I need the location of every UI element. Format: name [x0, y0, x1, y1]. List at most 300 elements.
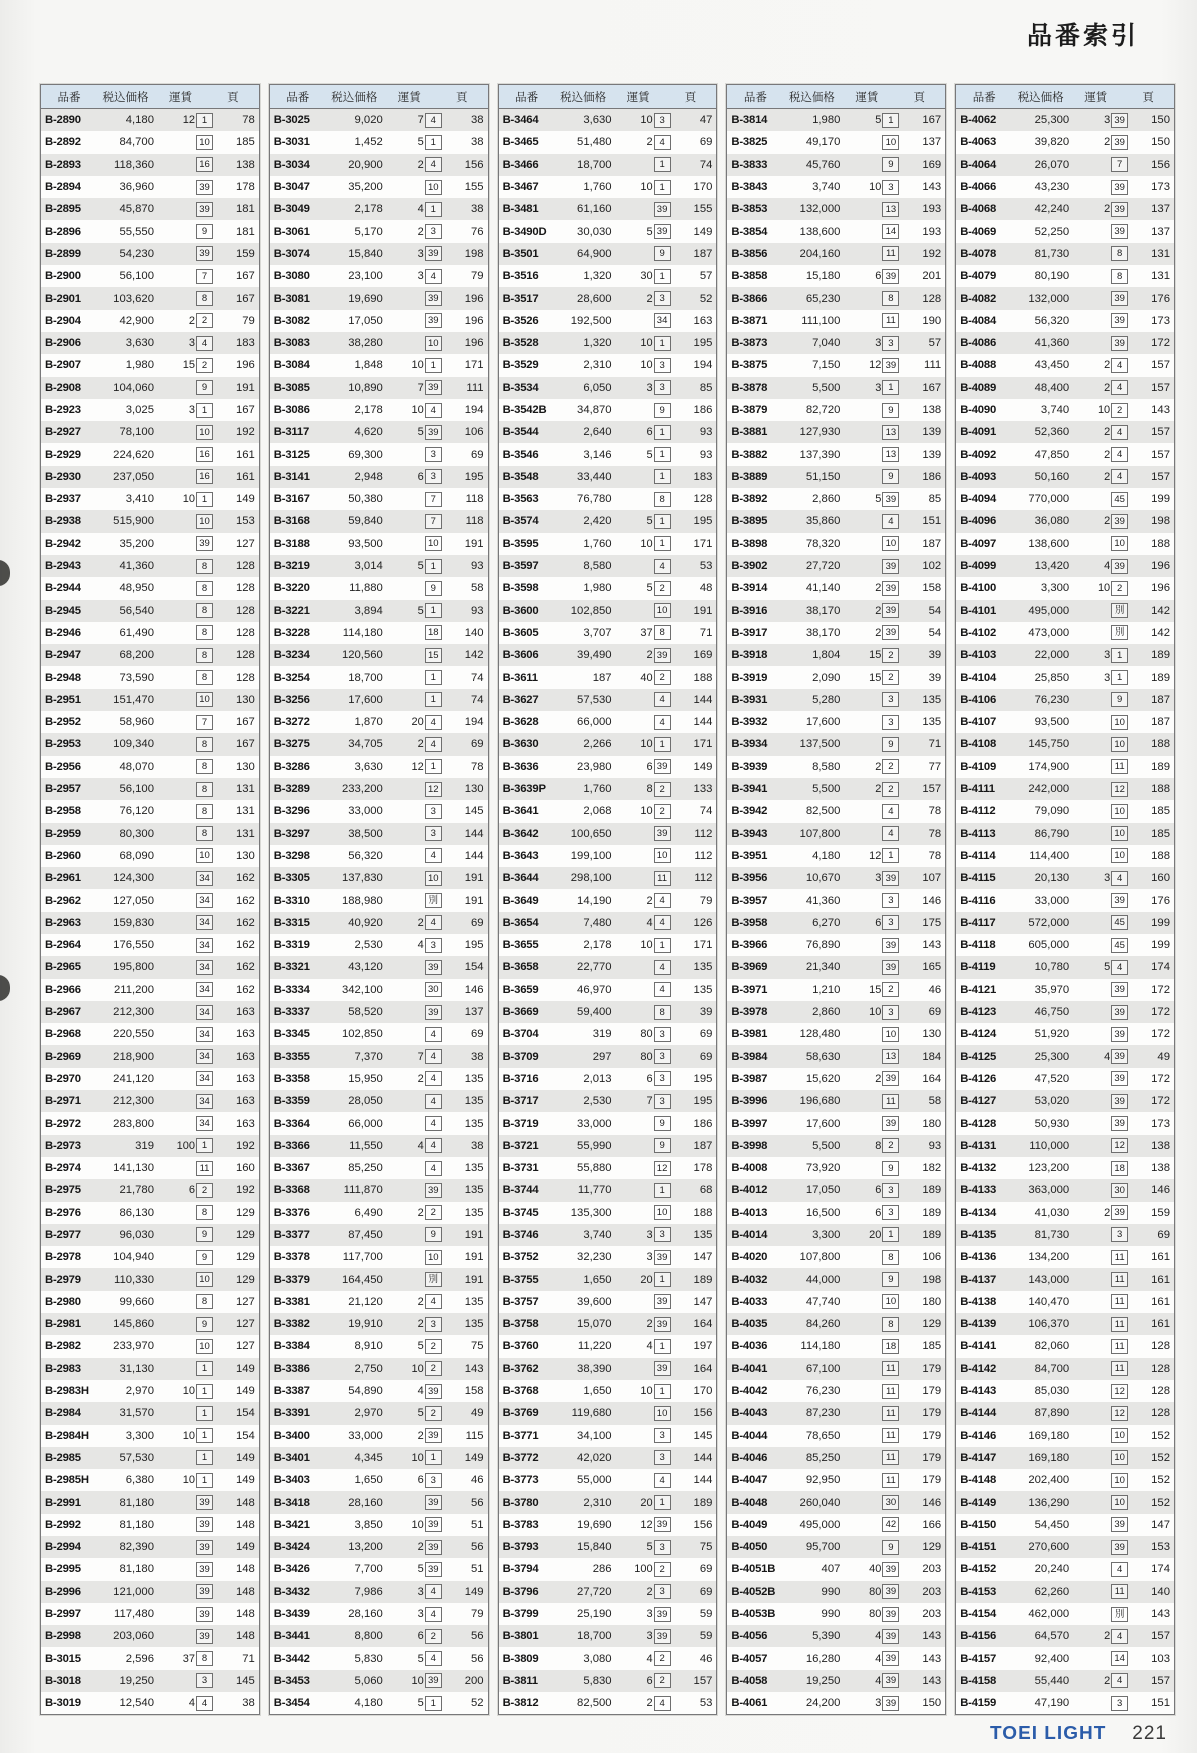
freight-cell [156, 157, 213, 172]
freight-class-box: 3 [654, 1049, 671, 1064]
freight-cell [156, 670, 213, 685]
freight-cell [614, 1183, 671, 1198]
table-row [41, 778, 259, 800]
freight-class-box: 11 [882, 1450, 899, 1465]
price-cell: 43,120 [348, 961, 383, 974]
item-number-cell: B-4146 [960, 1429, 997, 1442]
index-table-3 [498, 84, 718, 1715]
table-row [956, 867, 1174, 889]
freight-class-box: 11 [882, 1473, 899, 1488]
item-number-cell: B-4089 [960, 381, 997, 394]
freight-cell [1071, 1584, 1128, 1599]
freight-quantity: 3 [1104, 649, 1111, 662]
item-number-cell: B-2895 [45, 203, 81, 216]
freight-cell [1071, 180, 1128, 195]
freight-cell [842, 492, 899, 507]
item-number-cell: B-2996 [45, 1585, 81, 1598]
item-number-cell: B-3387 [273, 1385, 310, 1398]
freight-class-box: 3 [425, 1473, 442, 1488]
freight-class-box: 8 [196, 804, 213, 819]
freight-cell [1071, 625, 1128, 640]
price-cell: 605,000 [1028, 939, 1070, 952]
table-row [41, 1068, 259, 1090]
item-number-cell: B-3598 [502, 582, 539, 595]
price-cell: 233,200 [341, 783, 383, 796]
freight-cell [156, 1450, 213, 1465]
item-number-cell: B-3605 [502, 626, 539, 639]
freight-class-box: 9 [882, 403, 899, 418]
freight-class-box: 10 [425, 180, 442, 195]
price-cell: 52,360 [1034, 426, 1070, 439]
freight-quantity: 4 [1104, 1050, 1111, 1063]
page-ref-cell: 149 [235, 1362, 255, 1375]
item-number-cell: B-3305 [273, 872, 310, 885]
page-ref-cell: 188 [1151, 537, 1170, 550]
table-row [956, 1402, 1174, 1424]
page-ref-cell: 51 [471, 1518, 484, 1531]
item-number-cell: B-3943 [731, 827, 768, 840]
item-number-cell: B-3018 [45, 1674, 81, 1687]
freight-class-box: 1 [654, 447, 671, 462]
freight-cell [842, 625, 899, 640]
item-number-cell: B-3958 [731, 916, 768, 929]
freight-class-box: 39 [882, 1629, 899, 1644]
table-row [727, 666, 945, 688]
page-ref-cell: 128 [235, 582, 255, 595]
freight-class-box: 3 [654, 1227, 671, 1242]
freight-class-box: 2 [196, 358, 213, 373]
table-row [727, 711, 945, 733]
index-table-4 [726, 84, 946, 1715]
page-ref-cell: 149 [235, 1474, 255, 1487]
page-ref-cell: 135 [464, 1095, 484, 1108]
freight-class-box: 2 [882, 982, 899, 997]
freight-quantity: 2 [646, 649, 653, 662]
price-cell: 25,190 [577, 1608, 612, 1621]
item-number-cell: B-4147 [960, 1451, 997, 1464]
table-row [727, 354, 945, 376]
price-cell: 86,130 [119, 1206, 154, 1219]
item-number-cell: B-4152 [960, 1563, 997, 1576]
page-ref-cell: 142 [1151, 626, 1170, 639]
item-number-cell: B-4134 [960, 1206, 997, 1219]
freight-cell [614, 1696, 671, 1711]
item-number-cell: B-4090 [960, 404, 997, 416]
freight-quantity: 5 [417, 1652, 424, 1665]
table-row [727, 1402, 945, 1424]
freight-cell [385, 826, 442, 841]
item-number-cell: B-3386 [273, 1362, 310, 1375]
freight-class-box: 1 [654, 336, 671, 351]
table-row [41, 1224, 259, 1246]
table-row [727, 778, 945, 800]
freight-cell [385, 1584, 442, 1599]
table-row [499, 1023, 717, 1045]
table-row [727, 1625, 945, 1647]
header-page: 頁 [455, 91, 468, 104]
header-item-no: 品番 [57, 91, 81, 104]
page-ref-cell: 160 [1151, 872, 1170, 885]
page-ref-cell: 157 [1151, 448, 1170, 461]
table-row [956, 1157, 1174, 1179]
freight-cell [1071, 336, 1128, 351]
freight-cell [842, 782, 899, 797]
freight-quantity: 10 [411, 359, 424, 372]
page-ref-cell: 179 [922, 1474, 942, 1487]
price-cell: 67,100 [805, 1362, 841, 1375]
item-number-cell: B-3049 [273, 203, 310, 216]
freight-class-box: 3 [882, 893, 899, 908]
table-row [499, 1402, 717, 1424]
price-cell: 18,700 [577, 1630, 612, 1643]
table-row [41, 1425, 259, 1447]
page-ref-cell: 144 [693, 693, 713, 706]
price-cell: 85,250 [805, 1451, 841, 1464]
freight-cell [385, 1562, 442, 1577]
item-number-cell: B-3814 [731, 114, 768, 127]
price-cell: 3,410 [125, 493, 154, 506]
freight-cell [385, 960, 442, 975]
item-number-cell: B-3902 [731, 560, 768, 573]
page-ref-cell: 143 [922, 939, 942, 952]
price-cell: 55,000 [577, 1474, 612, 1487]
page-ref-cell: 167 [235, 738, 255, 751]
freight-quantity: 10 [640, 805, 653, 818]
item-number-cell: B-3997 [731, 1117, 768, 1130]
freight-class-box: 4 [1111, 425, 1128, 440]
price-cell: 19,910 [348, 1318, 383, 1331]
freight-class-box: 2 [882, 759, 899, 774]
price-cell: 233,970 [113, 1340, 154, 1353]
page-ref-cell: 54 [928, 604, 942, 617]
item-number-cell: B-3595 [502, 537, 539, 550]
table-row [727, 131, 945, 153]
table-row [956, 1514, 1174, 1536]
freight-cell [842, 692, 899, 707]
item-number-cell: B-3254 [273, 671, 310, 684]
page-ref-cell: 46 [699, 1652, 713, 1665]
price-cell: 17,600 [805, 716, 841, 729]
freight-class-box: 10 [425, 336, 442, 351]
table-row [727, 800, 945, 822]
page-ref-cell: 180 [922, 1117, 942, 1130]
page-ref-cell: 118 [465, 493, 484, 506]
freight-class-box: 39 [654, 759, 671, 774]
price-cell: 2,860 [812, 1006, 841, 1019]
freight-cell [1071, 313, 1128, 328]
item-number-cell: B-2983H [45, 1385, 89, 1398]
freight-cell [614, 425, 671, 440]
page-ref-cell: 144 [693, 1474, 713, 1487]
item-number-cell: B-3641 [502, 805, 539, 818]
freight-quantity: 12 [411, 760, 424, 773]
freight-class-box: 1 [882, 113, 899, 128]
freight-class-box: 1 [654, 269, 671, 284]
price-cell: 4,180 [125, 114, 154, 127]
freight-class-box: 39 [425, 1005, 442, 1020]
item-number-cell: B-3984 [731, 1050, 768, 1063]
freight-cell [1071, 403, 1128, 418]
price-cell: 48,950 [119, 582, 154, 595]
freight-cell [842, 157, 899, 172]
price-cell: 3,300 [125, 1429, 154, 1442]
freight-class-box: 1 [425, 559, 442, 574]
freight-class-box: 34 [196, 938, 213, 953]
freight-quantity: 2 [417, 1295, 424, 1308]
freight-cell [842, 380, 899, 395]
freight-class-box: 1 [654, 536, 671, 551]
item-number-cell: B-3731 [502, 1162, 539, 1175]
table-row [499, 1558, 717, 1580]
page-ref-cell: 138 [1151, 1162, 1170, 1175]
freight-class-box: 39 [1111, 202, 1128, 217]
freight-cell [385, 759, 442, 774]
page-ref-cell: 59 [699, 1630, 713, 1643]
price-cell: 18,700 [577, 158, 612, 171]
freight-class-box: 4 [654, 960, 671, 975]
item-number-cell: B-3643 [502, 849, 539, 862]
freight-quantity: 7 [417, 1050, 424, 1063]
table-header-row [727, 85, 945, 109]
page-ref-cell: 135 [464, 1295, 484, 1308]
freight-cell [1071, 1607, 1128, 1622]
page-ref-cell: 195 [693, 337, 713, 350]
freight-class-box: 39 [654, 1250, 671, 1265]
table-row [499, 1291, 717, 1313]
price-cell: 211,200 [114, 983, 154, 996]
item-number-cell: B-4125 [960, 1050, 997, 1063]
freight-class-box: 39 [425, 1428, 442, 1443]
freight-class-box: 8 [196, 603, 213, 618]
freight-cell [614, 514, 671, 529]
freight-cell [385, 1607, 442, 1622]
page-ref-cell: 146 [1151, 1184, 1170, 1197]
table-row [41, 421, 259, 443]
page-ref-cell: 171 [693, 939, 713, 952]
table-row [41, 1625, 259, 1647]
price-cell: 297 [592, 1050, 612, 1063]
page-ref-cell: 172 [1151, 337, 1170, 350]
item-number-cell: B-3421 [273, 1518, 310, 1531]
freight-cell [614, 1250, 671, 1265]
freight-class-box: 4 [425, 1071, 442, 1086]
page-ref-cell: 130 [464, 783, 484, 796]
freight-cell [614, 180, 671, 195]
freight-cell [842, 514, 899, 529]
freight-class-box: 39 [425, 960, 442, 975]
freight-cell [614, 670, 671, 685]
price-cell: 137,390 [799, 448, 841, 461]
freight-cell [1071, 1094, 1128, 1109]
item-number-cell: B-2977 [45, 1228, 81, 1241]
item-number-cell: B-3289 [273, 783, 310, 796]
freight-quantity: 10 [182, 1385, 195, 1398]
table-row [499, 867, 717, 889]
freight-class-box: 11 [882, 1384, 899, 1399]
table-row [270, 800, 488, 822]
freight-class-box: 2 [196, 1183, 213, 1198]
freight-cell [842, 1205, 899, 1220]
page-ref-cell: 74 [699, 158, 713, 171]
price-cell: 4,180 [354, 1697, 383, 1710]
freight-class-box: 4 [425, 1116, 442, 1131]
price-cell: 99,660 [119, 1295, 154, 1308]
freight-cell [385, 1428, 442, 1443]
table-row [270, 1001, 488, 1023]
table-row [727, 823, 945, 845]
item-number-cell: B-4104 [960, 671, 997, 684]
page-ref-cell: 128 [235, 604, 255, 617]
item-number-cell: B-4106 [960, 693, 997, 706]
page-ref-cell: 164 [693, 1362, 713, 1375]
item-number-cell: B-3854 [731, 225, 768, 238]
table-row [956, 287, 1174, 309]
freight-class-box: 1 [196, 1473, 213, 1488]
item-number-cell: B-4079 [960, 270, 997, 283]
price-cell: 68,200 [119, 649, 154, 662]
item-number-cell: B-3086 [273, 404, 310, 416]
price-cell: 15,070 [577, 1318, 612, 1331]
table-row [41, 1469, 259, 1491]
freight-class-box: 3 [654, 291, 671, 306]
freight-class-box: 1 [196, 403, 213, 418]
page-ref-cell: 57 [699, 270, 713, 283]
page-ref-cell: 194 [464, 404, 484, 416]
table-row [270, 220, 488, 242]
freight-quantity: 6 [646, 426, 653, 439]
price-cell: 5,500 [812, 381, 841, 394]
freight-cell [614, 313, 671, 328]
page-ref-cell: 143 [922, 1630, 942, 1643]
page-ref-cell: 195 [693, 515, 713, 528]
freight-class-box: 39 [882, 1607, 899, 1622]
freight-quantity: 2 [417, 225, 424, 238]
freight-class-box: 1 [196, 1428, 213, 1443]
table-row [956, 622, 1174, 644]
table-row [41, 689, 259, 711]
price-cell: 38,170 [805, 604, 841, 617]
price-cell: 58,960 [119, 716, 154, 729]
price-cell: 127,050 [113, 894, 154, 907]
freight-class-box: 11 [1111, 1339, 1128, 1354]
freight-class-box: 39 [1111, 982, 1128, 997]
page-ref-cell: 185 [1151, 827, 1170, 840]
freight-class-box: 3 [425, 469, 442, 484]
page-ref-cell: 190 [922, 314, 942, 327]
freight-class-box: 10 [1111, 1450, 1128, 1465]
freight-class-box: 3 [654, 1071, 671, 1086]
freight-quantity: 2 [875, 626, 882, 639]
price-cell: 20,240 [1034, 1563, 1070, 1576]
item-number-cell: B-2906 [45, 337, 81, 350]
freight-cell [1071, 224, 1128, 239]
freight-quantity: 2 [417, 1318, 424, 1331]
table-body [270, 109, 488, 1714]
freight-class-box: 34 [196, 915, 213, 930]
price-cell: 82,720 [805, 404, 841, 416]
page-ref-cell: 179 [922, 1407, 942, 1420]
page-ref-cell: 193 [922, 225, 942, 238]
freight-cell [614, 358, 671, 373]
freight-cell [842, 1361, 899, 1376]
item-number-cell: B-3034 [273, 158, 310, 171]
item-number-cell: B-2923 [45, 404, 81, 416]
freight-cell [842, 1138, 899, 1153]
freight-cell [1071, 1005, 1128, 1020]
table-row [499, 800, 717, 822]
freight-class-box: 3 [425, 938, 442, 953]
freight-class-box: 9 [654, 1116, 671, 1131]
item-number-cell: B-2937 [45, 493, 81, 506]
freight-class-box: 11 [1111, 1250, 1128, 1265]
freight-cell [156, 938, 213, 953]
page-ref-cell: 74 [699, 805, 713, 818]
page-ref-cell: 188 [693, 1206, 713, 1219]
item-number-cell: B-3400 [273, 1429, 310, 1442]
freight-class-box: 4 [425, 269, 442, 284]
item-number-cell: B-3082 [273, 314, 310, 327]
item-number-cell: B-3793 [502, 1541, 539, 1554]
table-row [499, 644, 717, 666]
page-ref-cell: 159 [235, 247, 255, 260]
page-ref-cell: 163 [235, 1117, 255, 1130]
price-cell: 169,180 [1028, 1429, 1070, 1442]
freight-cell [614, 291, 671, 306]
freight-class-box: 16 [196, 447, 213, 462]
table-row [499, 287, 717, 309]
price-cell: 143,000 [1028, 1273, 1070, 1286]
table-row [41, 1202, 259, 1224]
freight-quantity: 10 [640, 537, 653, 550]
page-ref-cell: 183 [235, 337, 255, 350]
page-ref-cell: 56 [471, 1541, 484, 1554]
freight-class-box: 1 [654, 1183, 671, 1198]
item-number-cell: B-2965 [45, 961, 81, 974]
page-ref-cell: 154 [235, 1407, 255, 1420]
freight-cell [385, 1629, 442, 1644]
item-number-cell: B-4084 [960, 314, 997, 327]
freight-quantity: 15 [182, 359, 195, 372]
table-row [41, 131, 259, 153]
freight-quantity: 6 [646, 1674, 653, 1687]
item-number-cell: B-4113 [960, 827, 996, 840]
table-row [41, 756, 259, 778]
table-row [270, 1291, 488, 1313]
price-cell: 15,950 [348, 1072, 383, 1085]
item-number-cell: B-4148 [960, 1474, 997, 1487]
table-row [270, 1491, 488, 1513]
table-row [41, 711, 259, 733]
freight-cell [1071, 1294, 1128, 1309]
freight-quantity: 2 [417, 158, 424, 171]
price-cell: 92,950 [805, 1474, 841, 1487]
item-number-cell: B-3978 [731, 1006, 768, 1019]
freight-cell [385, 848, 442, 863]
page-ref-cell: 156 [464, 158, 484, 171]
freight-class-box: 8 [196, 625, 213, 640]
item-number-cell: B-3426 [273, 1563, 310, 1576]
freight-cell [614, 1607, 671, 1622]
table-row [270, 1670, 488, 1692]
page-ref-cell: 107 [922, 872, 942, 885]
price-cell: 96,030 [119, 1228, 154, 1241]
freight-cell [1071, 380, 1128, 395]
price-cell: 18,700 [348, 671, 383, 684]
page-ref-cell: 71 [928, 738, 942, 751]
item-number-cell: B-3659 [502, 983, 539, 996]
freight-class-box: 2 [882, 648, 899, 663]
item-number-cell: B-2991 [45, 1496, 81, 1509]
